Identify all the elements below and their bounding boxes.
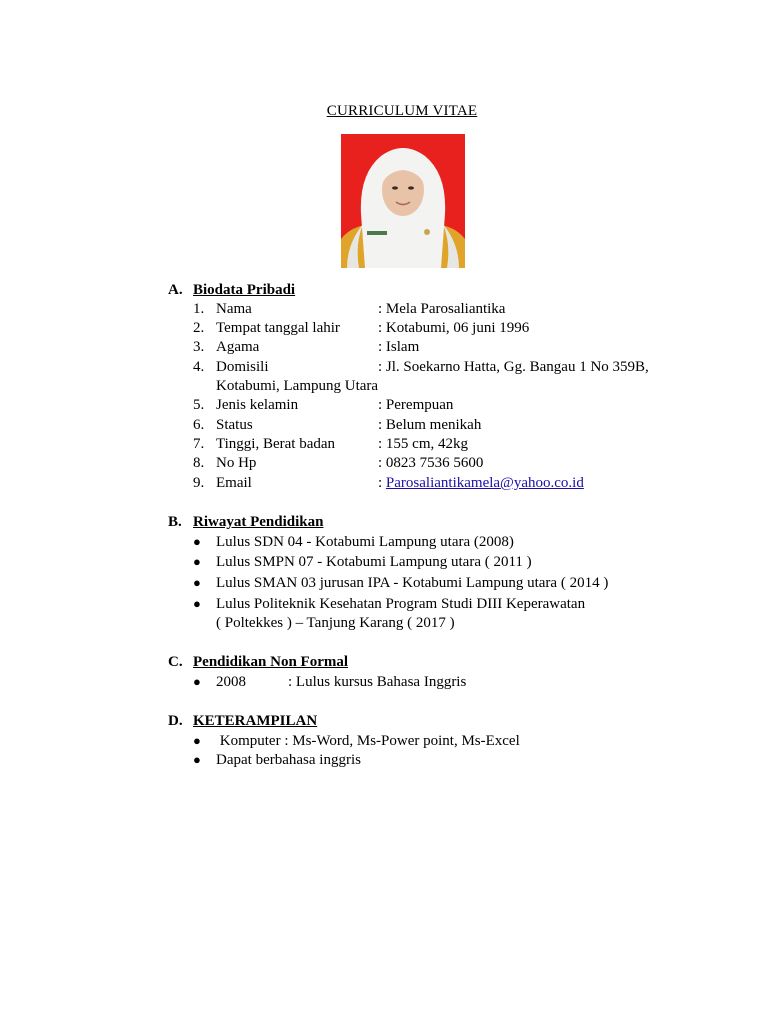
row-value: : 155 cm, 42kg <box>378 436 468 452</box>
biodata-row-no-hp <box>193 455 483 472</box>
row-label: Email <box>216 475 252 491</box>
biodata-row-nama <box>193 301 505 318</box>
non-formal-year: 2008 <box>216 674 246 690</box>
document-title: CURRICULUM VITAE <box>326 103 478 119</box>
section-b-heading <box>168 514 323 531</box>
section-c-title: Pendidikan Non Formal <box>193 654 349 670</box>
skill-text: Dapat berbahasa inggris <box>216 752 361 768</box>
biodata-domisili-continuation: Kotabumi, Lampung Utara <box>216 378 379 394</box>
row-label: Nama <box>216 301 252 317</box>
email-link[interactable]: Parosaliantikamela@yahoo.co.id <box>385 475 584 491</box>
row-value: : Belum menikah <box>378 417 482 433</box>
skill-item <box>193 752 361 769</box>
bullet-icon: ● <box>193 575 201 590</box>
biodata-row-domisili <box>193 359 649 376</box>
row-number: 1. <box>193 301 205 317</box>
profile-photo <box>341 134 465 268</box>
section-b-title: Riwayat Pendidikan <box>193 514 324 530</box>
row-number: 4. <box>193 359 205 375</box>
education-item <box>193 554 532 571</box>
row-label: No Hp <box>216 455 257 471</box>
row-number: 6. <box>193 417 205 433</box>
education-text: Lulus SMPN 07 - Kotabumi Lampung utara ( 2011 ) <box>216 554 532 570</box>
biodata-row-status <box>193 417 481 434</box>
bullet-icon: ● <box>193 733 201 748</box>
section-d-letter: D. <box>168 713 183 729</box>
row-label: Tinggi, Berat badan <box>216 436 336 452</box>
row-label: Tempat tanggal lahir <box>216 320 340 336</box>
education-item <box>193 534 514 551</box>
row-number: 3. <box>193 339 205 355</box>
row-value: : 0823 7536 5600 <box>378 455 484 471</box>
section-d-title: KETERAMPILAN <box>193 713 318 729</box>
row-label: Domisili <box>216 359 269 375</box>
skill-item <box>193 733 520 750</box>
non-formal-item <box>193 674 466 691</box>
biodata-row-jenis-kelamin <box>193 397 453 414</box>
row-value: : Perempuan <box>378 397 454 413</box>
section-a-letter: A. <box>168 282 183 298</box>
section-d-heading <box>168 713 317 730</box>
row-number: 8. <box>193 455 205 471</box>
non-formal-text: : Lulus kursus Bahasa Inggris <box>288 674 467 690</box>
skill-text: Komputer : Ms-Word, Ms-Power point, Ms-Excel <box>216 733 520 749</box>
bullet-icon: ● <box>193 554 201 569</box>
biodata-row-tinggi-berat <box>193 436 468 453</box>
profile-photo-image <box>341 134 465 268</box>
bullet-icon: ● <box>193 674 201 689</box>
bullet-icon: ● <box>193 596 201 611</box>
biodata-row-agama <box>193 339 419 356</box>
row-number: 2. <box>193 320 205 336</box>
education-text: Lulus SDN 04 - Kotabumi Lampung utara (2008) <box>216 534 514 550</box>
row-value: : Islam <box>378 339 420 355</box>
row-label: Jenis kelamin <box>216 397 299 413</box>
education-text: Lulus SMAN 03 jurusan IPA - Kotabumi Lampung utara ( 2014 ) <box>216 575 609 591</box>
section-b-letter: B. <box>168 514 182 530</box>
section-c-letter: C. <box>168 654 183 670</box>
row-number: 7. <box>193 436 205 452</box>
biodata-row-ttl <box>193 320 529 337</box>
email-prefix: : <box>378 475 386 491</box>
row-value: : Jl. Soekarno Hatta, Gg. Bangau 1 No 359B, <box>378 359 649 375</box>
row-value: : Mela Parosaliantika <box>378 301 506 317</box>
row-label: Agama <box>216 339 260 355</box>
row-value: : Kotabumi, 06 juni 1996 <box>378 320 530 336</box>
biodata-row-email <box>193 475 584 492</box>
education-text: Lulus Politeknik Kesehatan Program Studi DIII Keperawatan <box>216 596 586 612</box>
bullet-icon: ● <box>193 752 201 767</box>
bullet-icon: ● <box>193 534 201 549</box>
education-item <box>193 575 608 592</box>
education-item <box>193 596 585 613</box>
education-continuation: ( Poltekkes ) – Tanjung Karang ( 2017 ) <box>216 615 455 631</box>
row-number: 9. <box>193 475 205 491</box>
row-label: Status <box>216 417 253 433</box>
section-a-heading <box>168 282 295 299</box>
section-c-heading <box>168 654 348 671</box>
section-a-title: Biodata Pribadi <box>193 282 296 298</box>
row-number: 5. <box>193 397 205 413</box>
